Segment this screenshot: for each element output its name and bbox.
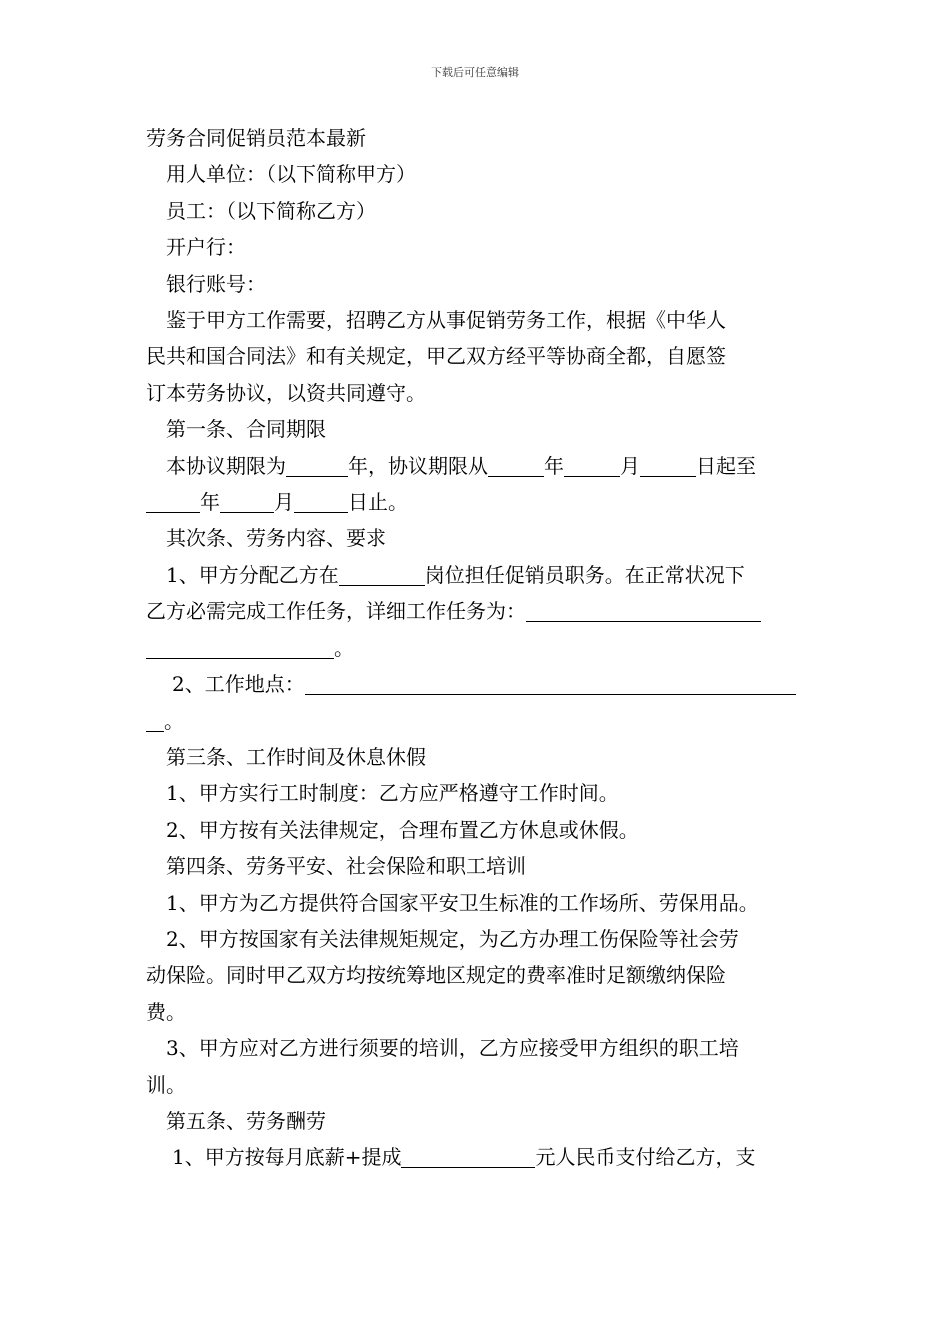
workplace-text: 2、工作地点： — [172, 672, 305, 697]
bank-line: 开户行： — [166, 235, 246, 260]
position-blank — [339, 565, 425, 586]
duty-text-4: 。 — [334, 635, 354, 660]
pay-text-1: 1、甲方按每月底薪+提成 — [172, 1145, 402, 1170]
preamble-line-1: 鉴于甲方工作需要，招聘乙方从事促销劳务工作，根据《中华人 — [166, 308, 726, 333]
term-text-6: 年 — [200, 490, 220, 515]
hours-line: 1、甲方实行工时制度：乙方应严格遵守工作时间。 — [166, 781, 619, 806]
duty-line-1 — [146, 557, 811, 593]
term-text-5: 日起至 — [696, 453, 756, 478]
term-text-4: 月 — [620, 453, 640, 478]
workplace-blank-2 — [146, 711, 164, 732]
workplace-line-2 — [146, 703, 811, 739]
term-text-2: 年，协议期限从 — [348, 453, 488, 478]
document-title: 劳务合同促销员范本最新 — [146, 126, 366, 150]
page-header: 下载后可任意编辑 — [431, 66, 519, 79]
term-text-8: 日止。 — [348, 490, 408, 515]
tasks-blank-1 — [526, 601, 761, 622]
preamble-line-2: 民共和国合同法》和有关规定，甲乙双方经平等协商全都，自愿签 — [146, 344, 726, 369]
training-line-1: 3、甲方应对乙方进行须要的培训，乙方应接受甲方组织的职工培 — [166, 1036, 739, 1061]
term-line-2 — [146, 484, 811, 520]
article-2-heading: 其次条、劳务内容、要求 — [166, 526, 386, 551]
article-5-heading: 第五条、劳务酬劳 — [166, 1108, 326, 1133]
start-year-blank — [488, 456, 544, 477]
start-month-blank — [564, 456, 620, 477]
training-line-2: 训。 — [146, 1072, 186, 1097]
pay-line — [146, 1139, 811, 1175]
term-text-3: 年 — [544, 453, 564, 478]
article-1-heading: 第一条、合同期限 — [166, 417, 326, 442]
article-4-heading: 第四条、劳务平安、社会保险和职工培训 — [166, 854, 526, 879]
contract-body — [146, 120, 811, 1176]
term-line-1 — [146, 448, 811, 484]
tasks-blank-2 — [146, 638, 334, 659]
preamble-line-3: 订本劳务协议，以资共同遵守。 — [146, 380, 426, 405]
term-text-7: 月 — [274, 490, 294, 515]
end-day-blank — [294, 492, 348, 513]
insurance-line-3: 费。 — [146, 999, 186, 1024]
workplace-line-1 — [146, 666, 811, 702]
duty-text-3: 乙方必需完成工作任务，详细工作任务为： — [146, 599, 526, 624]
term-text-1: 本协议期限为 — [166, 453, 286, 478]
insurance-line-1: 2、甲方按国家有关法律规矩规定，为乙方办理工伤保险等社会劳 — [166, 926, 739, 951]
start-day-blank — [640, 456, 696, 477]
leave-line: 2、甲方按有关法律规定，合理布置乙方休息或休假。 — [166, 817, 639, 842]
end-year-blank — [146, 492, 200, 513]
duty-line-2 — [146, 593, 811, 629]
workplace-blank-1 — [305, 674, 796, 695]
workplace-end: 。 — [164, 708, 184, 733]
employee-line: 员工：（以下简称乙方） — [166, 198, 376, 223]
article-3-heading: 第三条、工作时间及休息休假 — [166, 744, 426, 769]
employer-line: 用人单位：（以下简称甲方） — [166, 162, 416, 187]
pay-amount-blank — [401, 1147, 535, 1168]
duty-text-1: 1、甲方分配乙方在 — [166, 562, 339, 587]
duty-line-3 — [146, 630, 811, 666]
term-years-blank — [286, 456, 348, 477]
end-month-blank — [220, 492, 274, 513]
safety-line: 1、甲方为乙方提供符合国家平安卫生标准的工作场所、劳保用品。 — [166, 890, 759, 915]
insurance-line-2: 动保险。同时甲乙双方均按统筹地区规定的费率准时足额缴纳保险 — [146, 963, 726, 988]
account-line: 银行账号： — [166, 271, 266, 296]
pay-text-2: 元人民币支付给乙方，支 — [535, 1145, 756, 1170]
duty-text-2: 岗位担任促销员职务。在正常状况下 — [424, 562, 745, 587]
